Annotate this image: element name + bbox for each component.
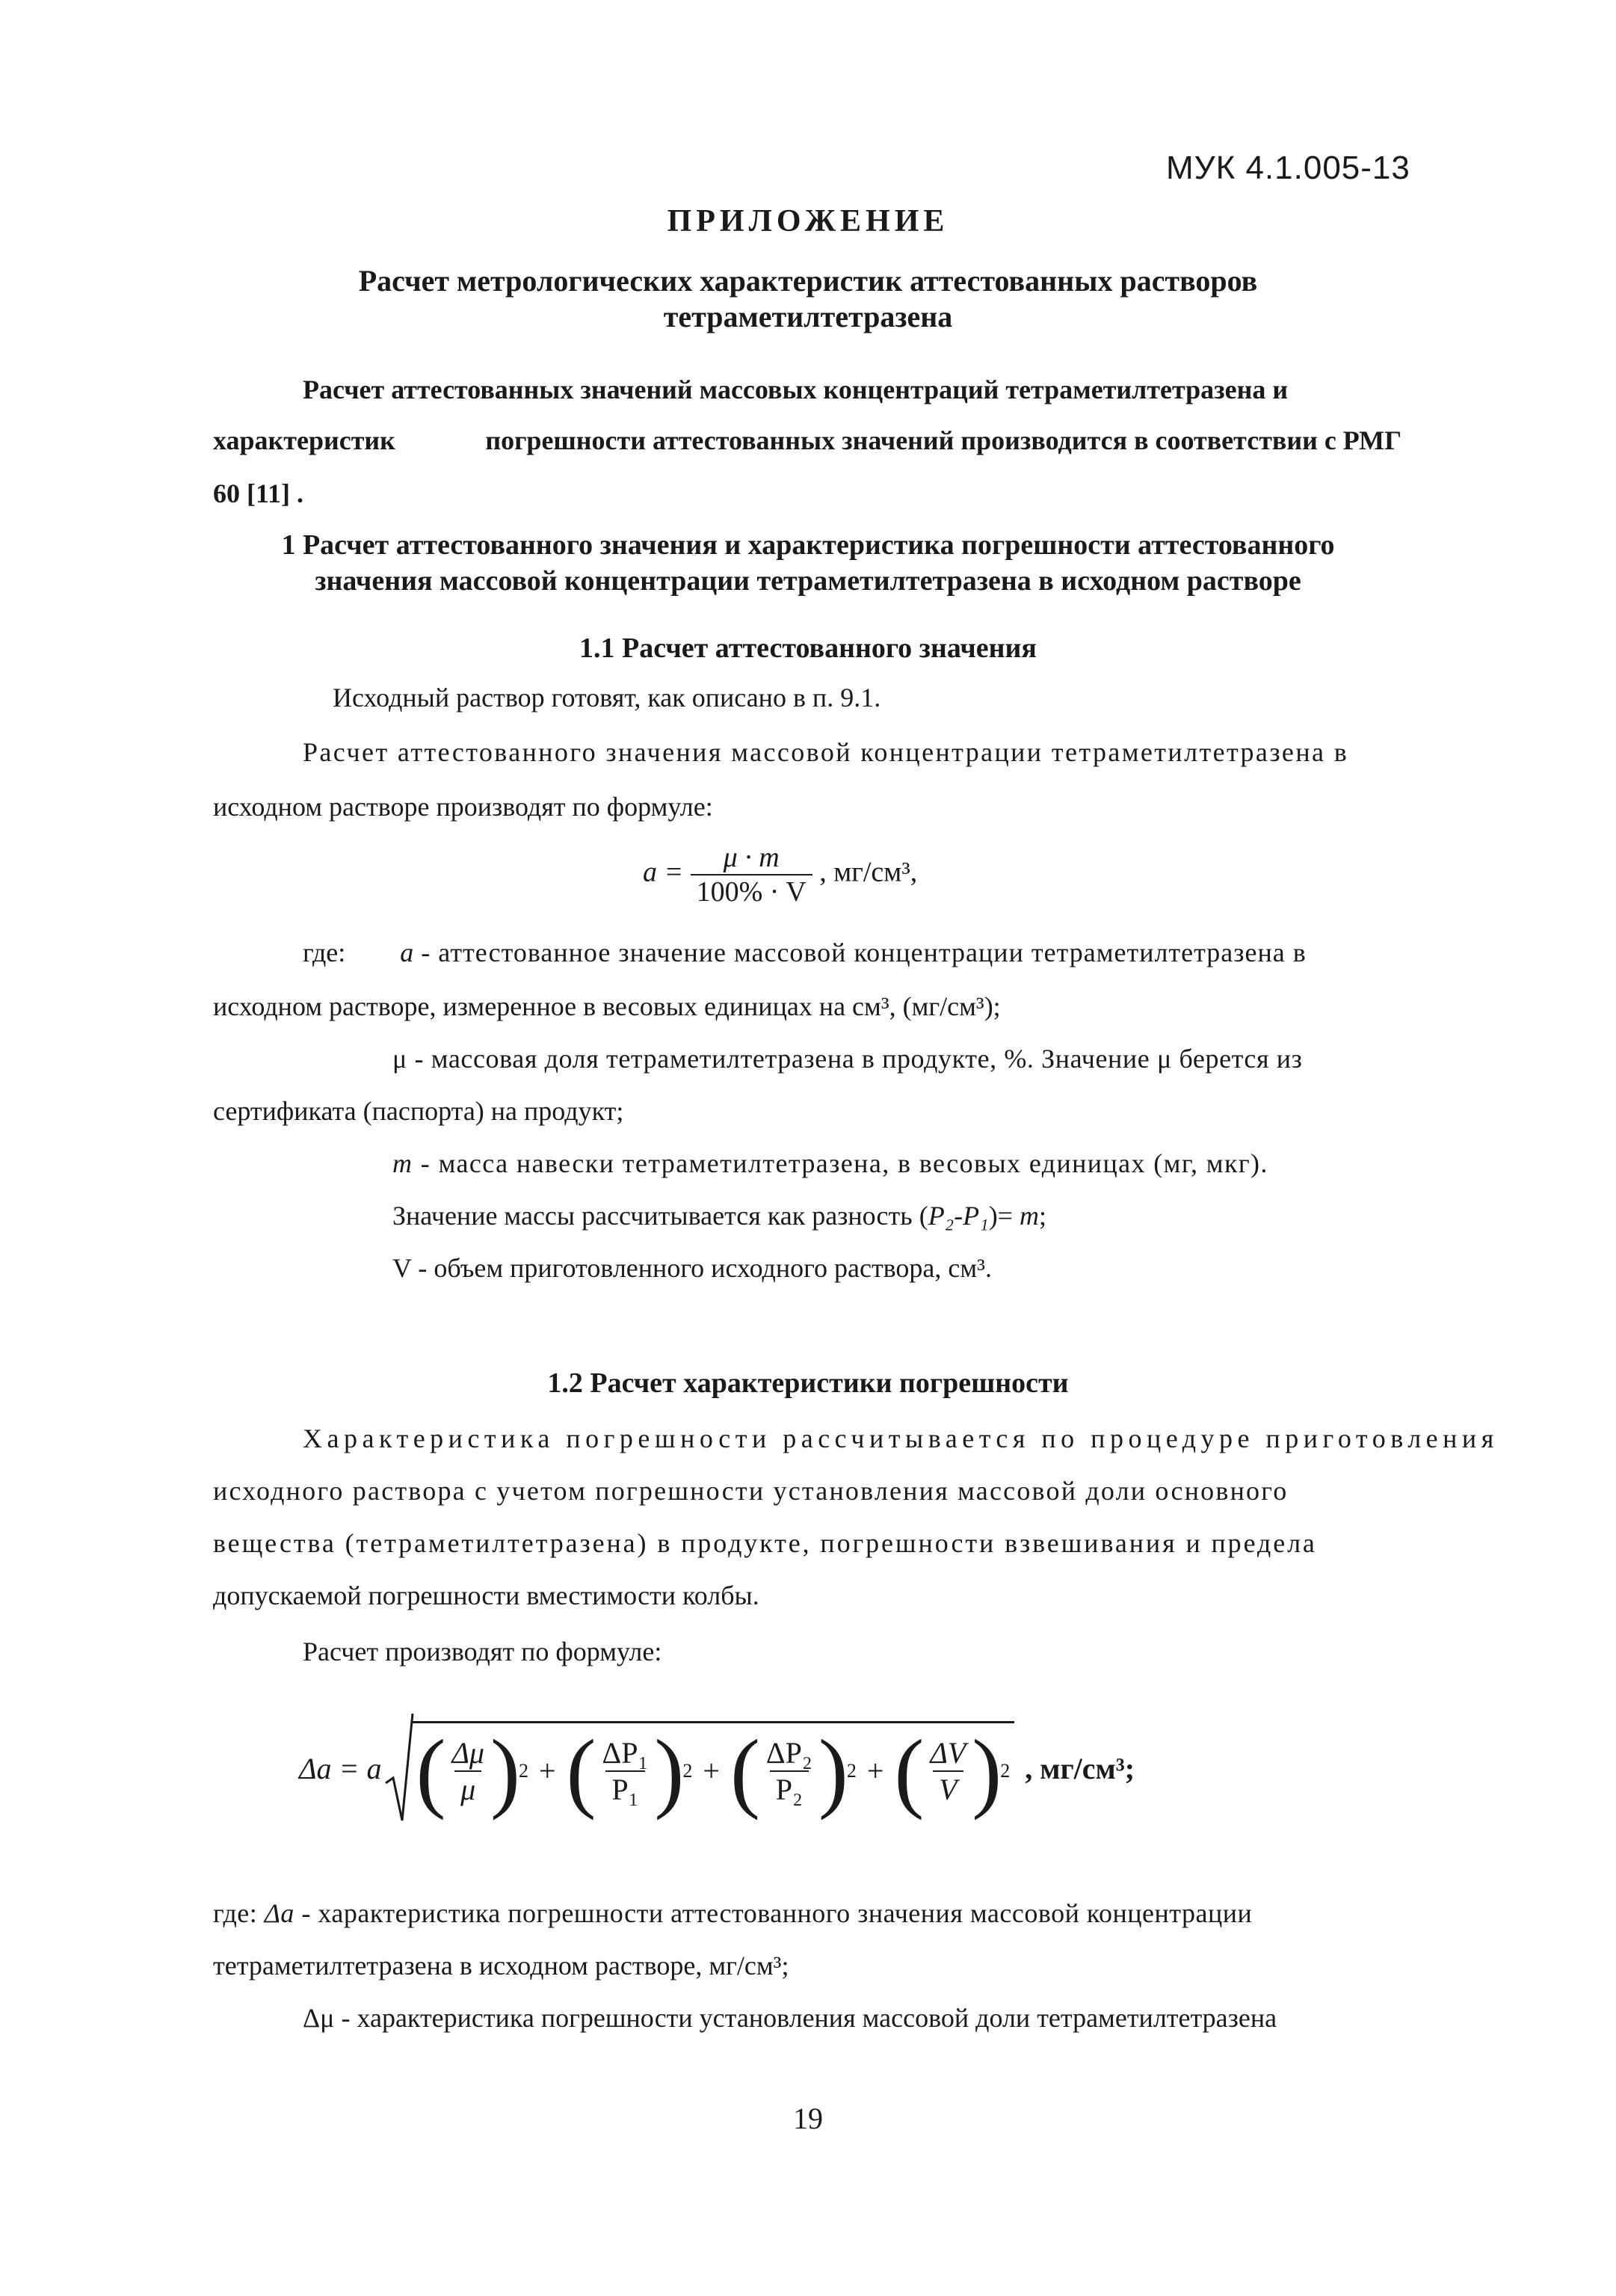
paren-open-4: ( [894,1720,925,1821]
paren-open-2: ( [566,1720,596,1821]
where-prefix-2: где: [213,1898,265,1928]
formula-1-numerator: μ · m [723,842,780,873]
section-1-2-paragraph-1-line-4: допускаемой погрешности вместимости колбы. [213,1581,759,1610]
definition-mu-line-2: сертификата (паспорта) на продукт; [213,1096,624,1126]
term-1-denominator: μ [454,1770,481,1807]
paren-close-4: ) [972,1720,1002,1821]
paren-close-1: ) [490,1720,520,1821]
appendix-title: ПРИЛОЖЕНИЕ [667,204,949,238]
formula-2-unit: , мг/см³; [1025,1751,1135,1785]
definition-m-symbol-2: m [1019,1201,1039,1231]
definition-da-line-2: тетраметилтетразена в исходном растворе, мг/см³; [213,1951,789,1980]
term-4-numerator: ΔV [930,1735,966,1770]
term-2-square: 2 [682,1759,693,1782]
plus-1: + [538,1754,556,1788]
term-2-denominator: P₁ [605,1770,644,1807]
main-title-line-1: Расчет метрологических характеристик аттестованных растворов [358,264,1258,298]
plus-2: + [703,1754,720,1788]
section-1-1-paragraph-2-line-1 [303,736,1416,768]
paren-open-3: ( [730,1720,760,1821]
plus-3: + [866,1754,884,1788]
term-3-numerator: ΔP₂ [765,1735,812,1770]
term-3-fraction [760,1735,818,1807]
term-4-fraction [924,1735,972,1807]
section-1-1-paragraph-2-line-2: исходном растворе производят по формуле: [213,792,713,822]
section-1-1-paragraph-1: Исходный раствор готовят, как описано в п. 9.1. [333,683,881,713]
definition-da-text: - характеристика погрешности аттестованного значения массовой концентрации [294,1898,1253,1928]
section-1-2-paragraph-1-line-2: исходного раствора с учетом погрешности установления массовой доли основного [213,1476,1289,1506]
definition-mu-line-1: μ - массовая доля тетраметилтетразена в продукте, %. Значение μ берется из [392,1044,1303,1074]
term-1-numerator: Δμ [451,1735,484,1770]
definition-v: V - объем приготовленного исходного раствора, см³. [392,1253,992,1283]
formula-attested-value [643,841,917,908]
intro-line-1: Расчет аттестованных значений массовых концентраций тетраметилтетразена и [303,375,1289,404]
term-2-numerator: ΔP₁ [602,1735,649,1770]
sqrt-sign [384,1712,414,1824]
section-1-heading-line-1: 1 Расчет аттестованного значения и характеристика погрешности аттестованного [281,529,1335,561]
main-title-line-2: тетраметилтетразена [663,300,953,333]
section-1-heading-line-2: значения массовой концентрации тетраметилтетразена в исходном растворе [315,565,1301,597]
term-3-square: 2 [846,1759,857,1782]
intro-line-2-a: характеристик [213,425,395,455]
paren-close-3: ) [818,1720,848,1821]
section-1-1-paragraph-2-line-1-text: Расчет аттестованного значения массовой концентрации тетраметилтетразена в [303,737,1349,767]
formula-1-unit: , мг/см³, [819,856,918,888]
section-1-2-paragraph-1-line-3: вещества (тетраметилтетразена) в продукте, погрешности взвешивания и предела [213,1528,1317,1558]
page-number: 19 [793,2102,823,2135]
term-4-square: 2 [1000,1759,1011,1782]
definition-dmu: Δμ - характеристика погрешности установления массовой доли тетраметилтетразена [303,2003,1277,2033]
definition-m-line-2 [392,1198,1046,1234]
definition-da-line-1 [213,1895,1252,1931]
definition-m-line-2-e: ; [1038,1201,1046,1231]
section-1-2-heading: 1.2 Расчет характеристики погрешности [547,1367,1069,1399]
formula-1-denominator: 100% · V [691,874,812,908]
intro-line-3: 60 [11] . [213,478,303,508]
paren-open-1: ( [416,1720,446,1821]
term-4-denominator: V [933,1770,963,1807]
definition-a-line-1 [303,935,1307,970]
definition-m-difference: P₂-P₁ [928,1201,989,1231]
definition-m-line-2-c: )= [988,1201,1020,1231]
where-prefix: где: [303,938,346,967]
formula-1-lhs: a = [643,856,684,888]
definition-m-line-2-a: Значение массы рассчитывается как разность ( [392,1201,928,1231]
symbol-a: a [400,938,414,967]
term-3-denominator: P₂ [770,1770,809,1807]
formula-1-fraction [691,841,812,908]
term-2-fraction [596,1735,655,1807]
term-1-square: 2 [518,1759,528,1782]
formula-uncertainty [299,1712,1135,1824]
term-1-fraction [445,1735,490,1807]
section-1-1-heading: 1.1 Расчет аттестованного значения [579,633,1037,664]
definition-a-text: - аттестованное значение массовой концентрации тетраметилтетразена в [413,938,1307,967]
radicand [413,1720,1014,1821]
symbol-m: m [392,1148,413,1178]
section-1-2-paragraph-1-line-1: Характеристика погрешности рассчитывается по процедуре приготовления [303,1424,1499,1453]
formula-2-lhs: Δa = a [299,1751,382,1785]
intro-line-2-b: погрешности аттестованных значений производится в соответствии с РМГ [485,425,1401,455]
definition-a-line-2: исходном растворе, измеренное в весовых единицах на см³, (мг/см³); [213,991,1001,1021]
definition-m-text: - масса навески тетраметилтетразена, в весовых единицах (мг, мкг). [413,1148,1268,1178]
intro-line-2 [213,425,1401,456]
definition-m-line-1 [392,1145,1268,1181]
symbol-delta-a: Δa [264,1898,294,1928]
paren-close-2: ) [654,1720,685,1821]
document-code: МУК 4.1.005-13 [1166,150,1410,186]
section-1-2-paragraph-2: Расчет производят по формуле: [303,1637,662,1666]
